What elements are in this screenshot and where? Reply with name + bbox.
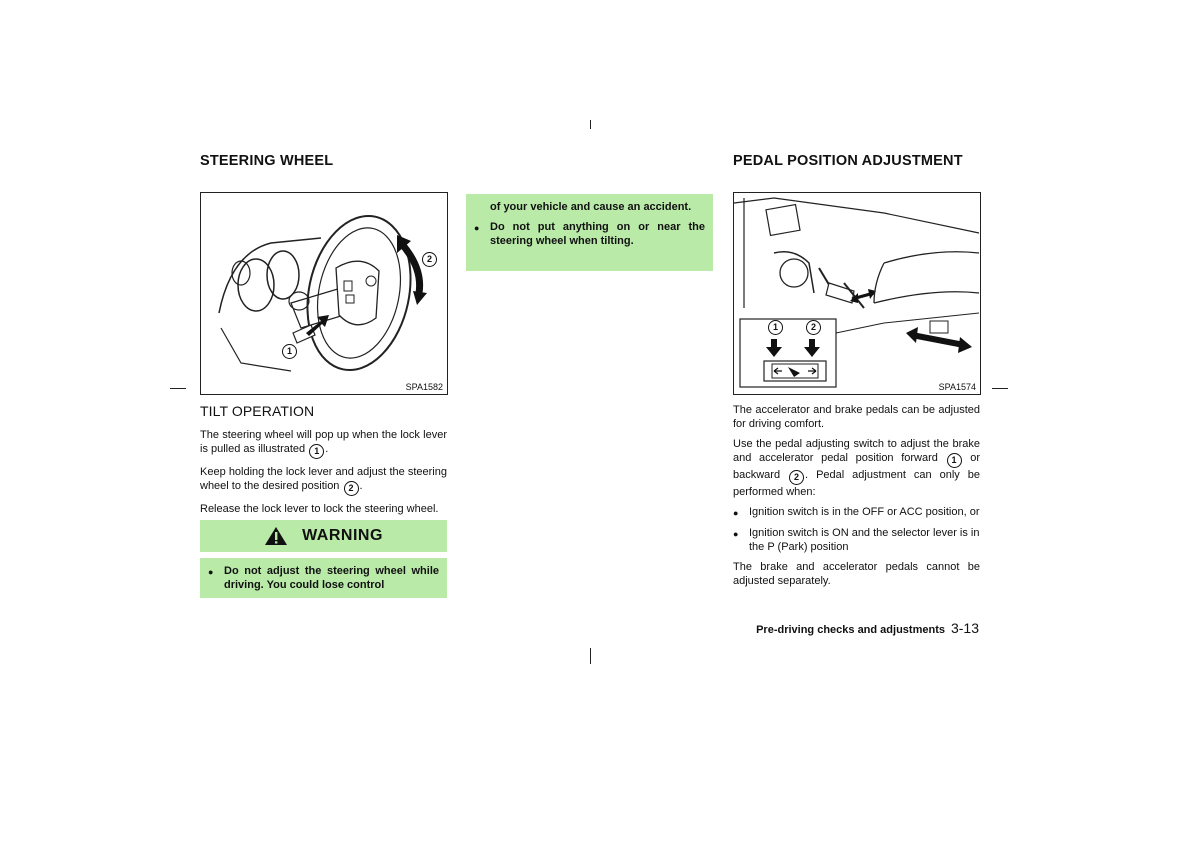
right-crop-mark <box>992 388 1008 389</box>
pedal-figure <box>733 192 981 395</box>
warning-box-continued <box>466 194 713 271</box>
left-crop-mark <box>170 388 186 389</box>
figure-code: SPA1582 <box>405 382 443 392</box>
warning-continuation: of your vehicle and cause an accident. <box>490 201 692 213</box>
callout-1-badge: 1 <box>282 344 297 359</box>
top-crop-mark <box>590 120 591 129</box>
warning-triangle-icon <box>264 526 288 546</box>
inset-callout-1-badge: 1 <box>768 320 783 335</box>
pedal-adjustment-text <box>733 403 980 594</box>
pedal-illustration <box>734 193 980 394</box>
ref-2-badge: 2 <box>789 470 804 485</box>
pedal-para-2: Use the pedal adjusting switch to adjust the brake and accelerator pedal position forward 1 or backward 2 . Pedal adjustment can only be performed when: <box>733 438 980 498</box>
steering-wheel-illustration <box>201 193 447 394</box>
warning-bullet-2: ● Do not put anything on or near the steering wheel when tilting. <box>474 221 705 247</box>
tilt-para-2: Keep holding the lock lever and adjust the steering wheel to the desired position 2 . <box>200 465 447 496</box>
warning-header <box>200 520 447 552</box>
ref-1-badge: 1 <box>947 453 962 468</box>
bullet-dot: ● <box>733 508 739 518</box>
steering-wheel-heading: STEERING WHEEL <box>200 153 334 169</box>
steering-wheel-figure <box>200 192 448 395</box>
tilt-para-1: The steering wheel will pop up when the lock lever is pulled as illustrated 1 . <box>200 428 447 459</box>
page-number: 3-13 <box>950 620 979 636</box>
bullet-dot: ● <box>474 223 480 233</box>
pedal-bullet-1: ● Ignition switch is in the OFF or ACC position, or <box>733 506 980 518</box>
warning-title: WARNING <box>302 527 383 544</box>
tilt-operation-subheading: TILT OPERATION <box>200 403 315 419</box>
bullet-dot: ● <box>208 567 214 577</box>
pedal-para-1: The accelerator and brake pedals can be adjusted for driving comfort. <box>733 404 980 430</box>
figure-code: SPA1574 <box>938 382 976 392</box>
page-footer <box>756 620 979 636</box>
inset-callout-2-badge: 2 <box>806 320 821 335</box>
pedal-adjustment-heading: PEDAL POSITION ADJUSTMENT <box>733 153 963 169</box>
bottom-crop-mark <box>590 648 591 664</box>
tilt-operation-text <box>200 428 447 522</box>
warning-bullet-1: ● Do not adjust the steering wheel while driving. You could lose control <box>208 565 439 591</box>
warning-box-left <box>200 558 447 598</box>
footer-section-title: Pre-driving checks and adjustments <box>756 624 945 636</box>
bullet-dot: ● <box>733 529 739 539</box>
callout-2-badge: 2 <box>422 252 437 267</box>
ref-2-badge: 2 <box>344 481 359 496</box>
tilt-para-3: Release the lock lever to lock the steering wheel. <box>200 503 439 515</box>
pedal-para-3: The brake and accelerator pedals cannot be adjusted separately. <box>733 561 980 587</box>
pedal-bullet-2: ● Ignition switch is ON and the selector lever is in the P (Park) position <box>733 527 980 553</box>
ref-1-badge: 1 <box>309 444 324 459</box>
